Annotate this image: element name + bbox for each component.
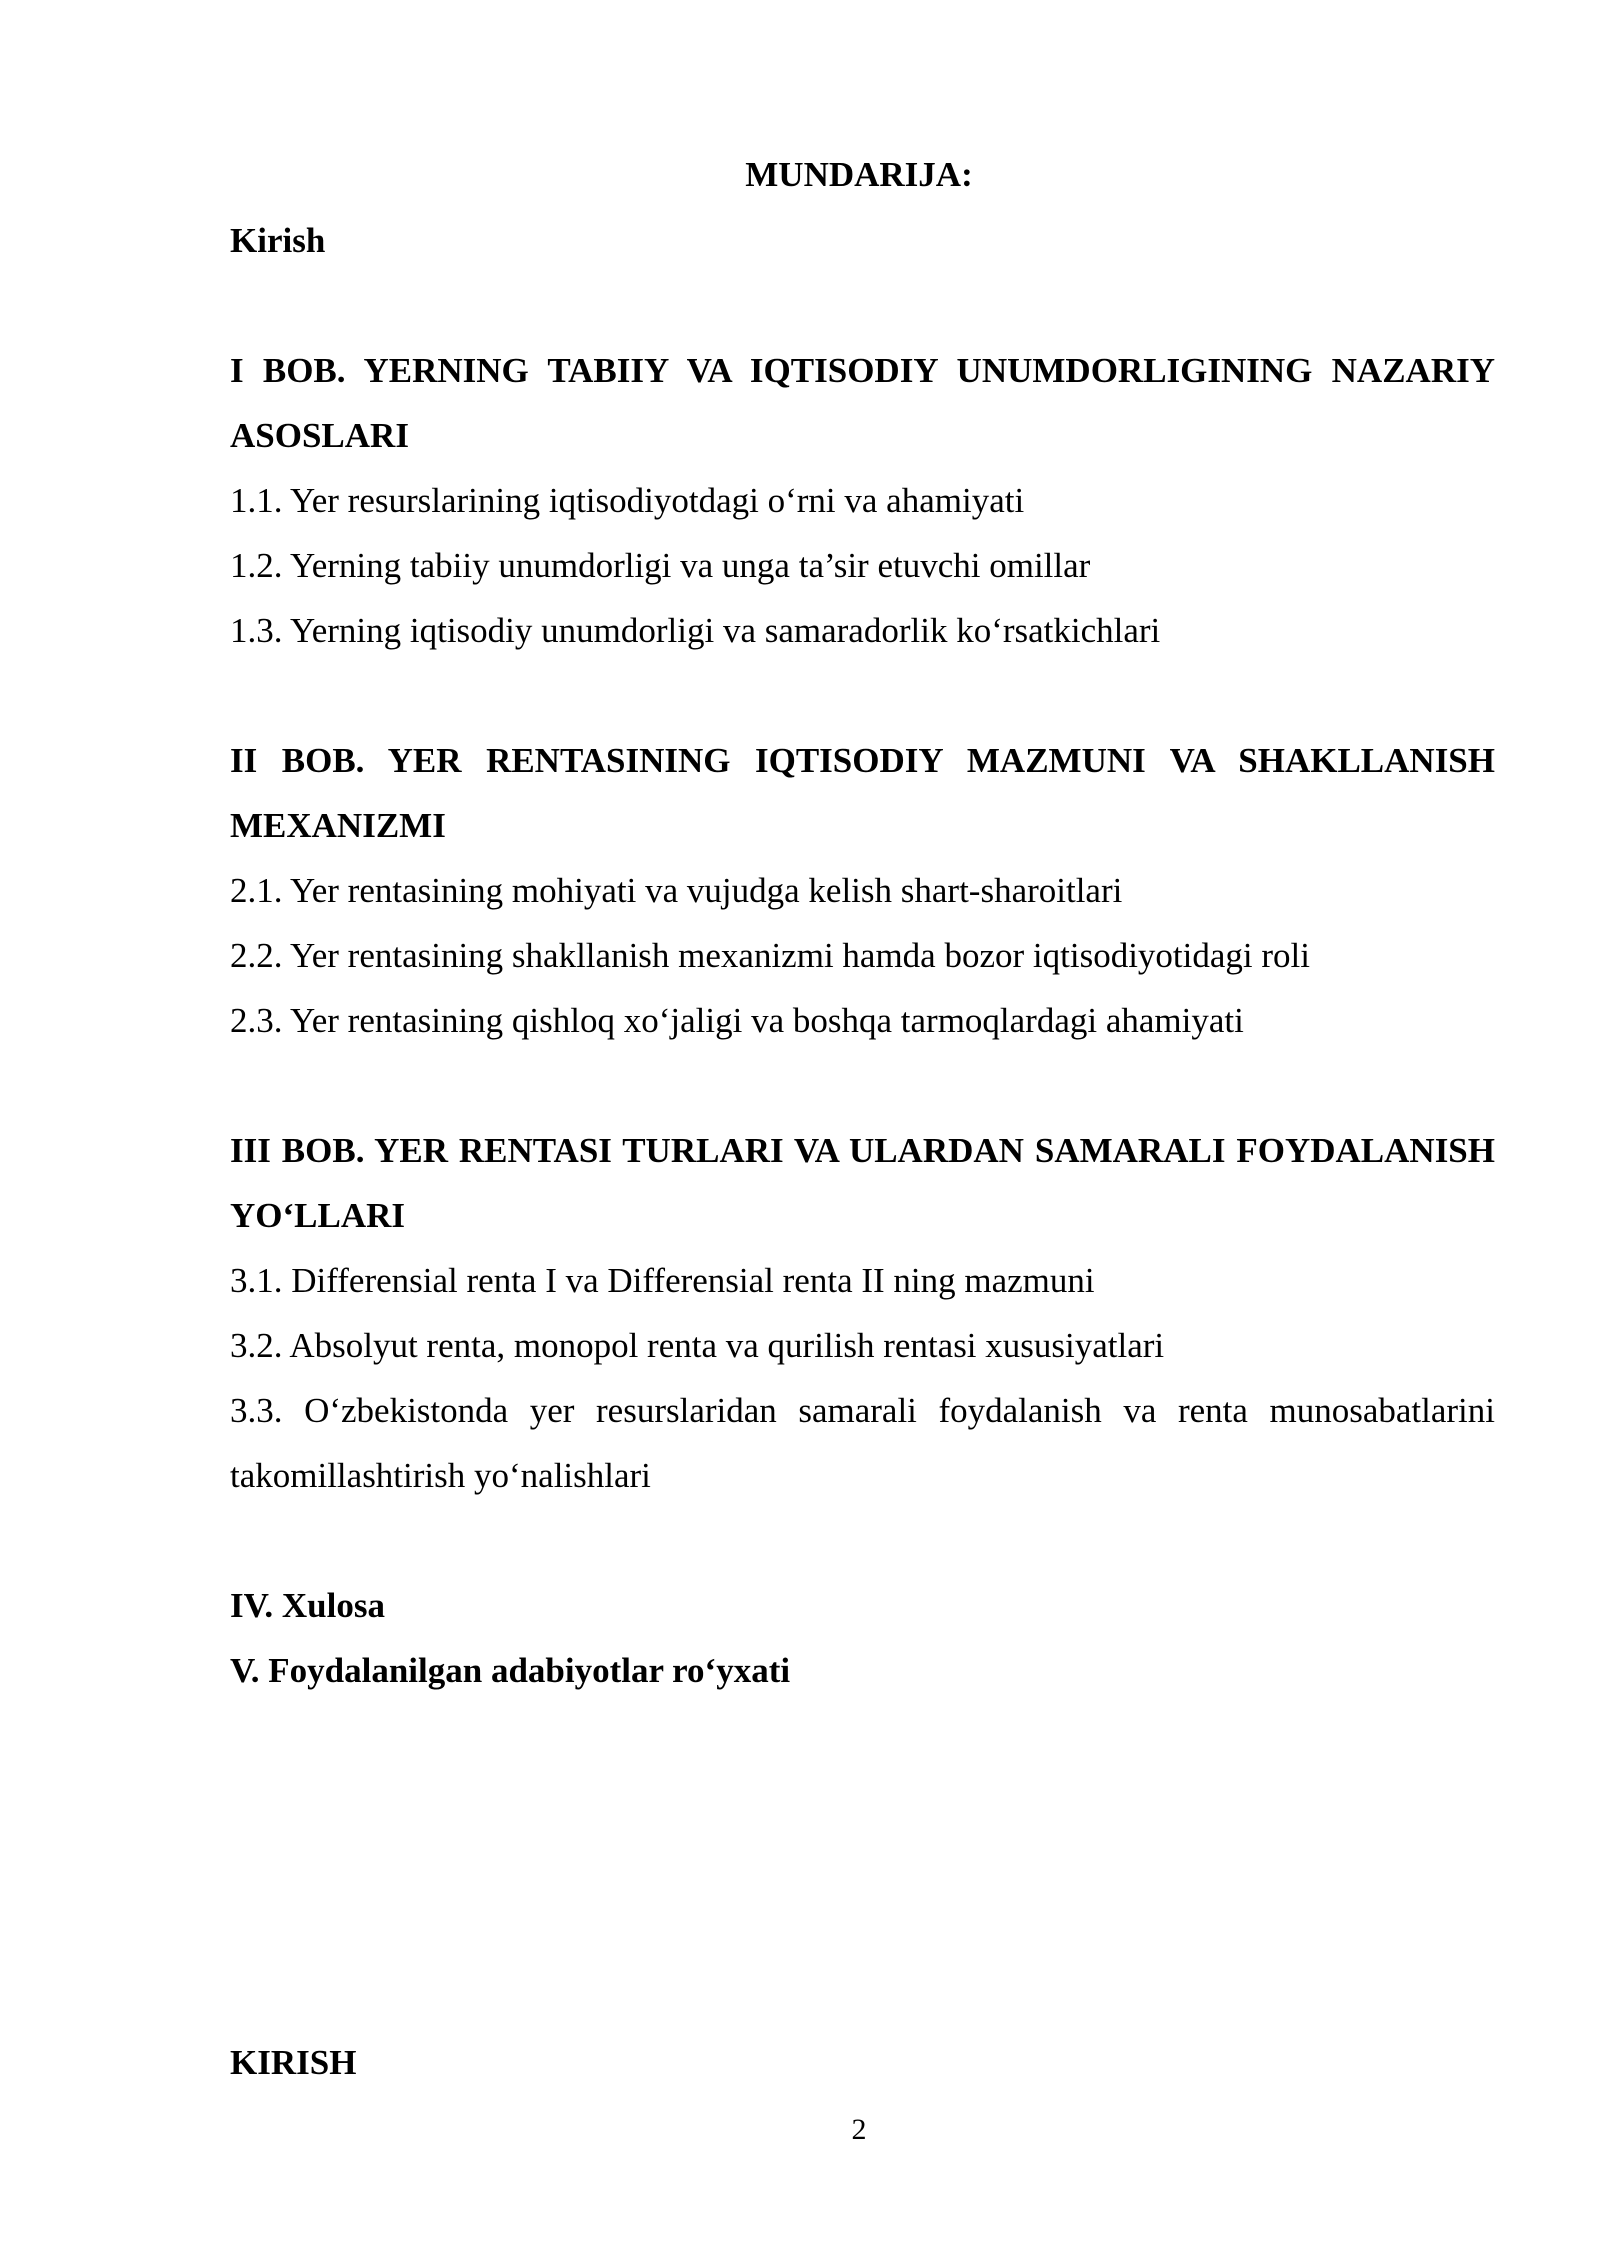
toc-item-3-3: 3.3. O‘zbekistonda yer resurslaridan samarali foydalanish va renta munosabatlarini takomillashtirish yo‘nalishlari (230, 1391, 1495, 1495)
toc-item-1-2: 1.2. Yerning tabiiy unumdorligi va unga ta’sir etuvchi omillar (230, 546, 1091, 585)
toc-closing (230, 1573, 1495, 1703)
toc-item-2-2: 2.2. Yer rentasining shakllanish mexanizmi hamda bozor iqtisodiyotidagi roli (230, 936, 1310, 975)
toc-item-2-1: 2.1. Yer rentasining mohiyati va vujudga kelish shart-sharoitlari (230, 871, 1123, 910)
toc-item-3-2: 3.2. Absolyut renta, monopol renta va qurilish rentasi xususiyatlari (230, 1326, 1165, 1365)
toc-conclusion: IV. Xulosa (230, 1586, 385, 1625)
toc-item-1-1: 1.1. Yer resurslarining iqtisodiyotdagi o‘rni va ahamiyati (230, 481, 1025, 520)
toc-item-3-1: 3.1. Differensial renta I va Differensial renta II ning mazmuni (230, 1261, 1095, 1300)
page-number: 2 (851, 2113, 867, 2146)
toc-chapter-3 (230, 1118, 1495, 1508)
toc-chapter-2 (230, 728, 1495, 1053)
toc-intro: Kirish (230, 221, 326, 260)
section-heading: KIRISH (230, 2043, 357, 2082)
toc-title: MUNDARIJA: (745, 155, 973, 194)
toc-references: V. Foydalanilgan adabiyotlar ro‘yxati (230, 1651, 791, 1690)
toc-item-2-3: 2.3. Yer rentasining qishloq xo‘jaligi va boshqa tarmoqlardagi ahamiyati (230, 1001, 1244, 1040)
chapter-1-heading: I BOB. YERNING TABIIY VA IQTISODIY UNUMDORLIGINING NAZARIY ASOSLARI (230, 351, 1495, 455)
chapter-3-heading: III BOB. YER RENTASI TURLARI VA ULARDAN SAMARALI FOYDALANISH YO‘LLARI (230, 1131, 1495, 1235)
toc-chapter-1 (230, 338, 1495, 663)
chapter-2-heading: II BOB. YER RENTASINING IQTISODIY MAZMUNI VA SHAKLLANISH MEXANIZMI (230, 741, 1495, 845)
toc-item-1-3: 1.3. Yerning iqtisodiy unumdorligi va samaradorlik ko‘rsatkichlari (230, 611, 1161, 650)
